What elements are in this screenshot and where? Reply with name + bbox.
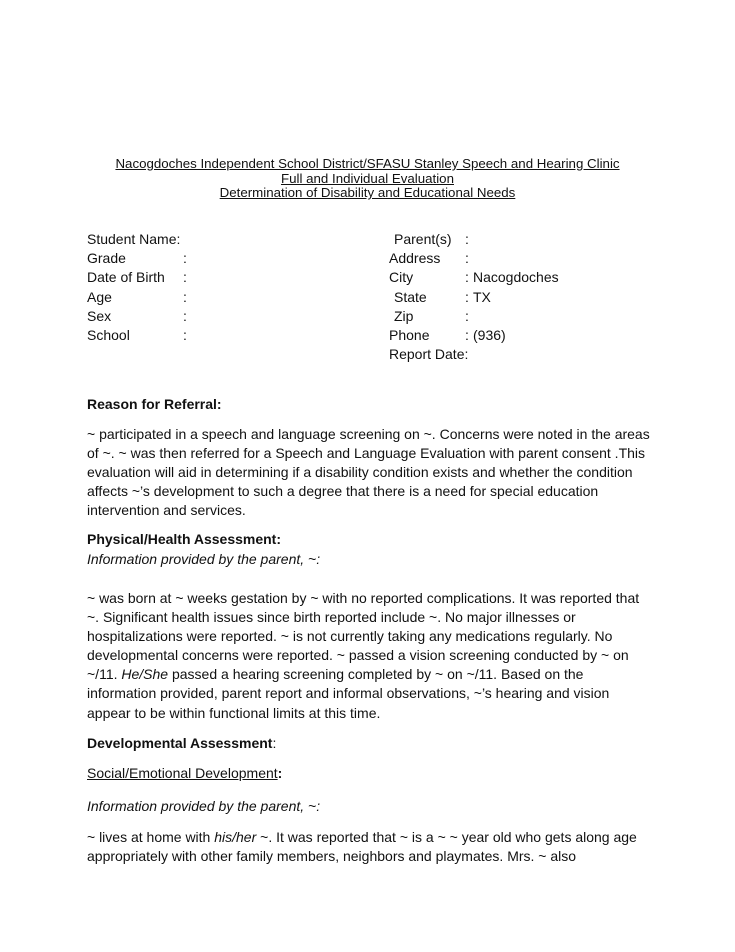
social-emotional-heading-text: Social/Emotional Development: [87, 765, 278, 781]
info-colon: :: [465, 307, 469, 324]
info-colon: :: [465, 250, 469, 267]
social-text-italic: his/her: [214, 829, 257, 845]
info-label: Sex: [87, 307, 112, 324]
developmental-heading-text: Developmental Assessment: [87, 735, 273, 751]
info-label: Phone: [389, 326, 430, 343]
info-value-phone: (936): [473, 326, 506, 343]
physical-health-heading: Physical/Health Assessment:: [87, 531, 282, 547]
info-value-city: Nacogdoches: [473, 269, 559, 286]
developmental-heading-colon: :: [272, 735, 277, 751]
header-district-clinic: Nacogdoches Independent School District/SFASU Stanley Speech and Hearing Clinic: [115, 156, 620, 171]
social-emotional-heading: [87, 765, 282, 781]
info-colon: :: [183, 269, 187, 286]
info-colon: :: [183, 250, 187, 267]
social-text-part1: ~ lives at home with: [87, 829, 215, 845]
info-label: Zip: [394, 307, 414, 324]
physical-health-paragraph: [87, 589, 652, 723]
social-emotional-heading-colon: :: [277, 765, 283, 781]
info-label: Parent(s): [394, 231, 452, 247]
referral-heading: Reason for Referral:: [87, 396, 222, 412]
info-label: Student Name:: [87, 231, 181, 247]
header-evaluation-title: Full and Individual Evaluation: [281, 170, 454, 186]
info-label: City: [389, 269, 414, 286]
social-emotional-paragraph: [87, 828, 652, 866]
info-colon: :: [183, 307, 187, 324]
info-colon: :: [465, 326, 469, 343]
info-colon: :: [183, 288, 187, 305]
physical-text-part1: ~ was born at ~ weeks gestation by ~ with no reported complications. It was reported that ~. Significant health issues since birth reported include ~. No major illnesses or hospitalizations were reported. ~ is not currently taking any medications regularly. No developmental concerns were reported. ~ passed a vision screening conducted by ~ on ~/11.: [87, 590, 640, 683]
header-determination-title: Determination of Disability and Educational Needs: [219, 185, 516, 200]
social-emotional-subheading: Information provided by the parent, ~:: [87, 798, 321, 814]
info-label: Address: [389, 250, 441, 267]
info-label: School: [87, 326, 130, 343]
info-label: State: [394, 288, 427, 305]
physical-health-subheading: Information provided by the parent, ~:: [87, 551, 321, 567]
referral-paragraph: ~ participated in a speech and language screening on ~. Concerns were noted in the areas of ~. ~ was then referred for a Speech and Language Evaluation with parent consent .This evaluation will aid in determining if a disability condition exists and whether the condition affects ~’s development to such a degree that there is a need for special education intervention and services.: [87, 426, 650, 519]
info-label: Age: [87, 288, 112, 305]
info-colon: :: [465, 269, 469, 286]
developmental-heading: [87, 735, 276, 751]
info-label: Date of Birth: [87, 269, 165, 286]
info-label: Report Date:: [389, 346, 469, 363]
info-label: Grade: [87, 250, 126, 267]
social-text-part2: ~. It was reported that ~ is a ~ ~ year old who gets along age appropriately with other family members, neighbors and playmates. Mrs. ~ also: [87, 829, 637, 865]
info-colon: :: [465, 288, 469, 305]
physical-text-italic: He/She: [121, 666, 169, 683]
info-colon: :: [183, 326, 187, 343]
physical-text-part2: passed a hearing screening completed by ~ on ~/11. Based on the information provided, parent report and informal observations, ~’s hearing and vision appear to be within functional limits at this time.: [87, 666, 610, 721]
info-colon: :: [465, 231, 469, 247]
info-value-state: TX: [473, 288, 491, 305]
document-header: [60, 157, 675, 201]
